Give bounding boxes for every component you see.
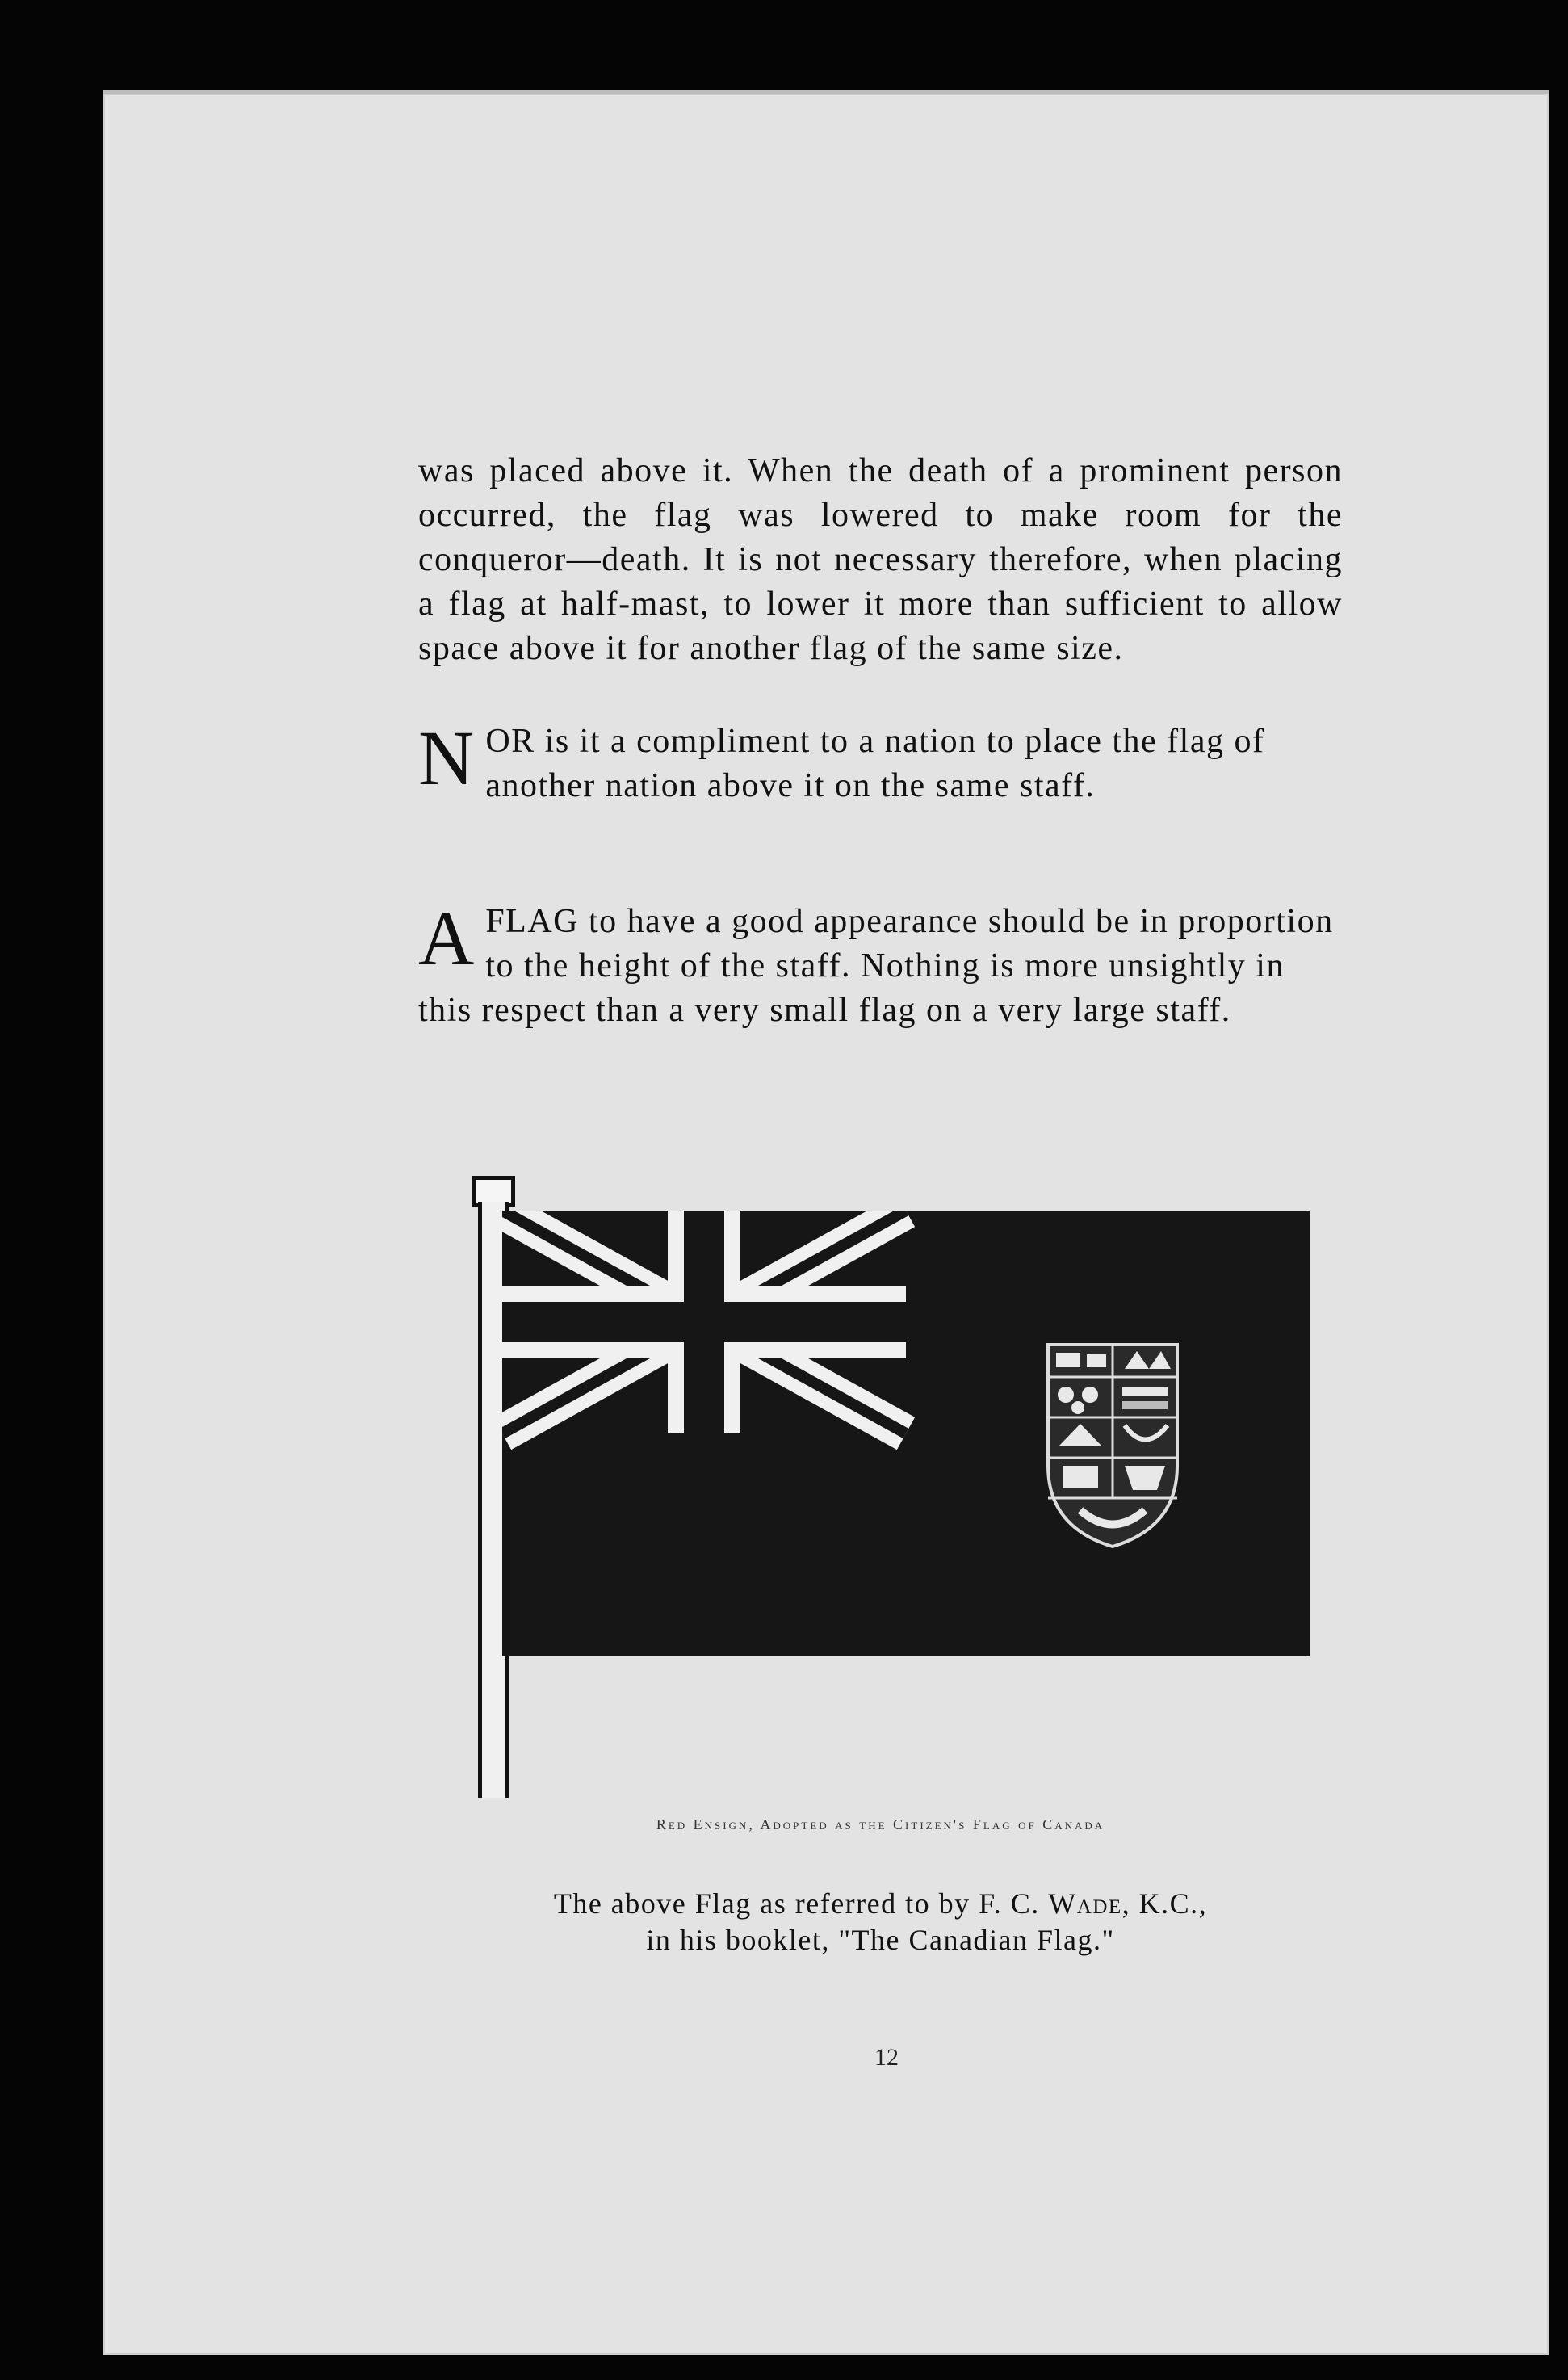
figure-small-caption: Red Ensign, Adopted as the Citizen's Flag of Canada [656,1816,1105,1832]
paragraph-half-mast: was placed above it. When the death of a prominent person occurred, the flag was lowered to make room for the conqueror—death. It is not necessary therefore, when placing a flag at half-mast, to lower it more than sufficient to allow space above it for another flag of the same size. [418,452,1343,667]
paragraph-a-flag [418,895,1343,1033]
paragraph-text: OR is it a compliment to a nation to place the flag of another nation above it on the same staff. [485,723,1265,804]
union-jack-canton [502,1211,906,1433]
flag-drawing [502,1211,1310,1656]
paragraph-nor [418,715,1343,808]
drop-cap: N [418,715,475,801]
page-number: 12 [874,2044,899,2071]
book-page [103,90,1549,2355]
drop-cap: A [418,895,475,981]
paragraph-text: FLAG to have a good appearance should be in proportion to the height of the staff. Nothing is more unsightly in this respect than a very small flag on a very large staff. [418,903,1334,1029]
canadian-coat-of-arms-shield [1048,1345,1177,1547]
caption-author: Wade [1048,1887,1122,1920]
caption-prefix: The above Flag as referred to by F. C. [553,1887,1040,1920]
figure-caption-line-2: in his booklet, "The Canadian Flag." [646,1924,1115,1956]
figure-caption-line-1 [418,1887,1343,1920]
red-ensign-flag-illustration [502,1211,1310,1656]
caption-suffix: , K.C., [1121,1887,1208,1920]
